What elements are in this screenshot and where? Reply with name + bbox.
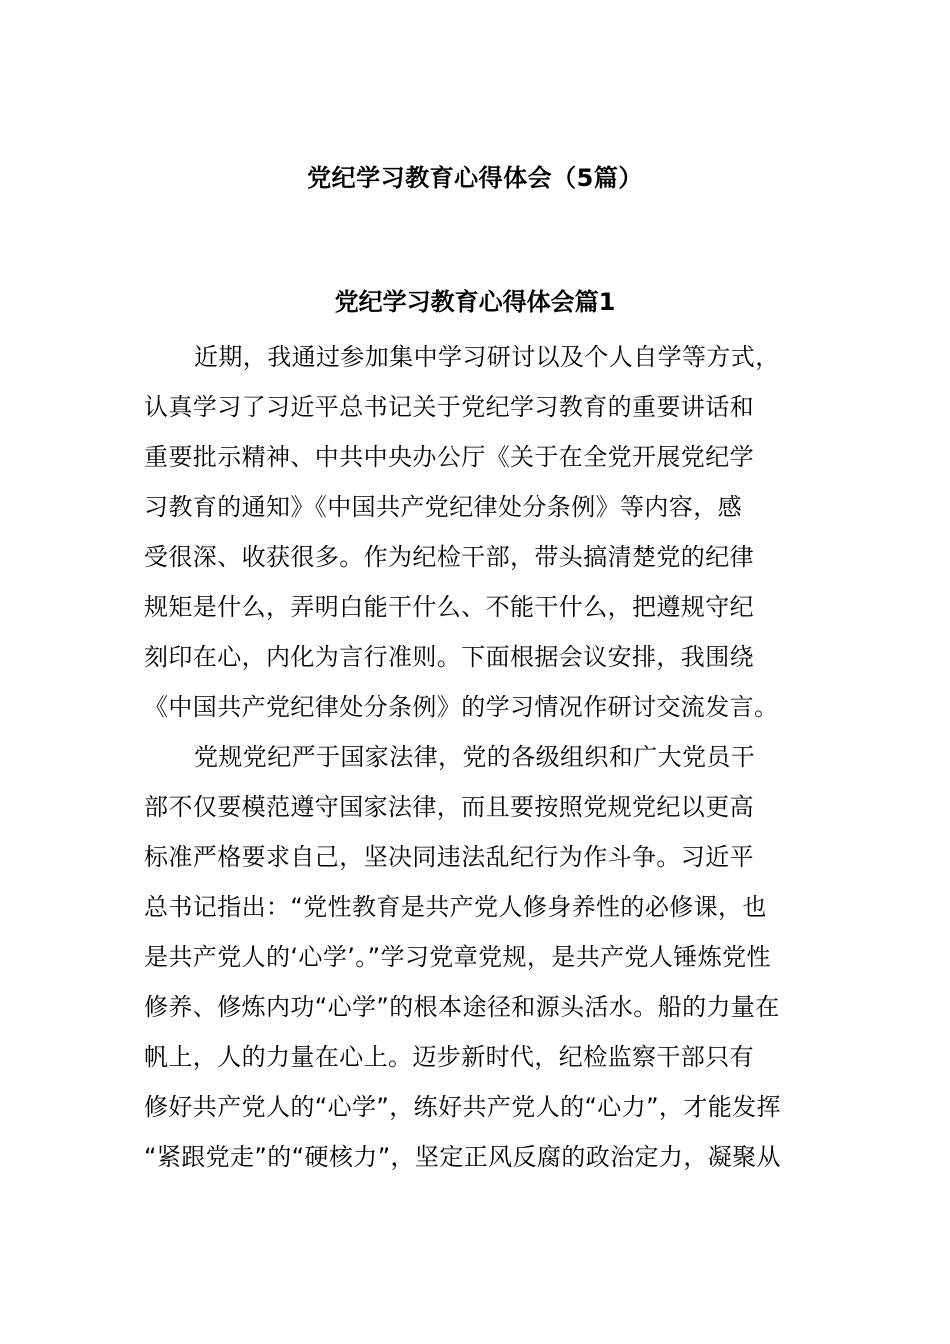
paragraph-2-line: “紧跟党走”的“硬核力”，坚定正风反腐的政治定力，凝聚从 — [144, 1143, 781, 1171]
body-text — [144, 332, 844, 1182]
section-title: 党纪学习教育心得体会篇1 — [334, 288, 616, 316]
document-title: 党纪学习教育心得体会（5篇） — [307, 164, 643, 192]
paragraph-1-line: 受很深、收获很多。作为纪检干部，带头搞清楚党的纪律 — [144, 543, 754, 571]
paragraph-1-line: 规矩是什么，弄明白能干什么、不能干什么，把遵规守纪 — [144, 593, 754, 621]
paragraph-1-line: 近期，我通过参加集中学习研讨以及个人自学等方式， — [194, 343, 780, 371]
paragraph-2-line: 党规党纪严于国家法律，党的各级组织和广大党员干 — [194, 743, 756, 771]
paragraph-1-line: 重要批示精神、中共中央办公厅《关于在全党开展党纪学 — [144, 443, 754, 471]
paragraph-1-line: 《中国共产党纪律处分条例》的学习情况作研讨交流发言。 — [144, 693, 779, 721]
paragraph-1-line: 习教育的通知》《中国共产党纪律处分条例》等内容，感 — [144, 493, 742, 521]
paragraph-2-line: 标准严格要求自己，坚决同违法乱纪行为作斗争。习近平 — [144, 843, 754, 871]
paragraph-2-line: 修好共产党人的“心学”，练好共产党人的“心力”，才能发挥 — [144, 1093, 781, 1121]
paragraph-1-line: 认真学习了习近平总书记关于党纪学习教育的重要讲话和 — [144, 393, 754, 421]
paragraph-2-line: 总书记指出：“党性教育是共产党人修身养性的必修课，也 — [144, 893, 767, 921]
paragraph-2-line: 是共产党人的‘心学’。”学习党章党规，是共产党人锤炼党性 — [144, 943, 771, 971]
paragraph-1-line: 刻印在心，内化为言行准则。下面根据会议安排，我围绕 — [144, 643, 754, 671]
paragraph-2-line: 修养、修炼内功“心学”的根本途径和源头活水。船的力量在 — [144, 993, 780, 1021]
paragraph-2-line: 部不仅要模范遵守国家法律，而且要按照党规党纪以更高 — [144, 793, 754, 821]
paragraph-2-line: 帆上，人的力量在心上。迈步新时代，纪检监察干部只有 — [144, 1043, 754, 1071]
